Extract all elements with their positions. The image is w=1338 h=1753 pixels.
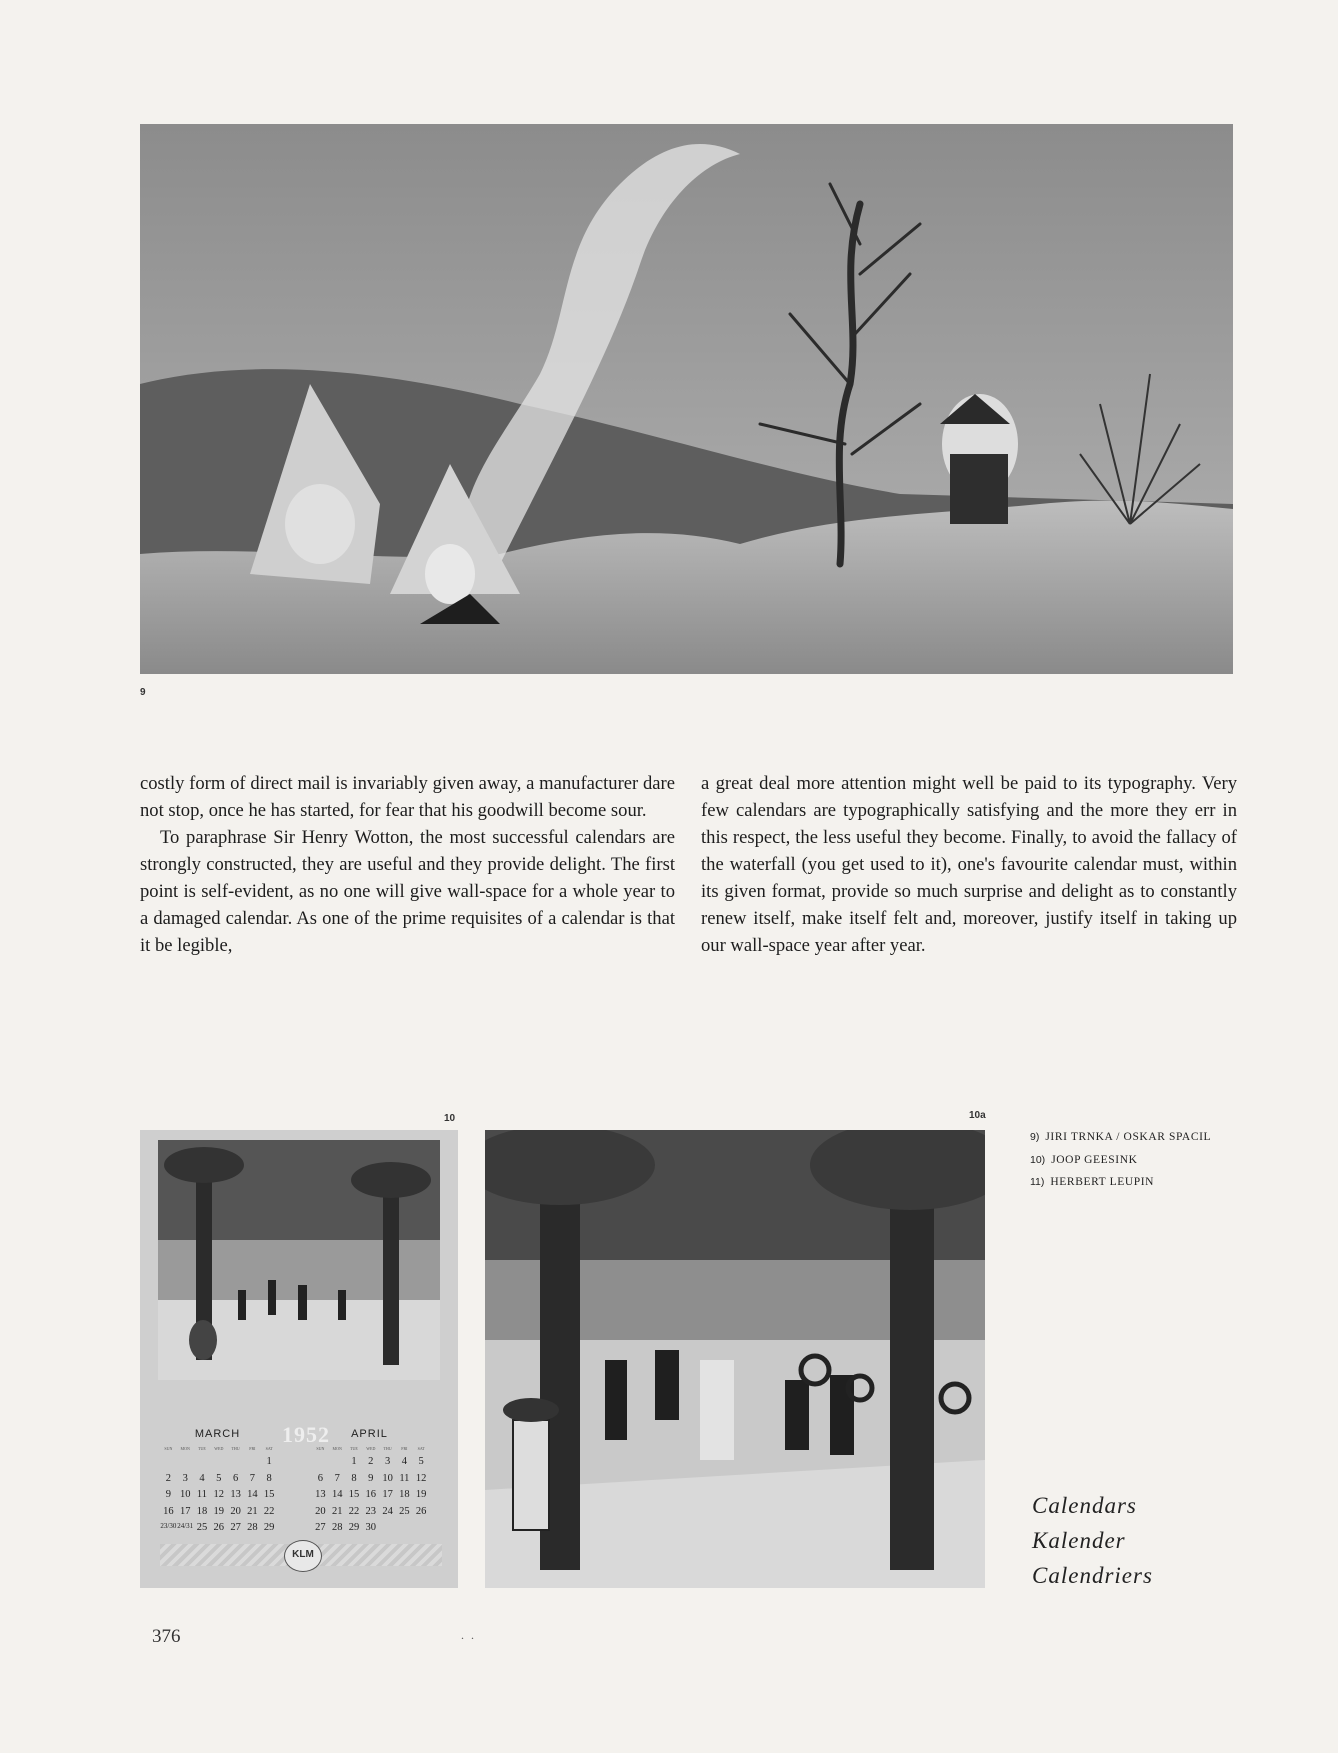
- calendar-day: 9: [165, 1489, 172, 1500]
- day-header: THU: [383, 1446, 392, 1451]
- day-header: SAT: [265, 1446, 273, 1451]
- calendar-day: 24/31: [177, 1522, 194, 1530]
- calendar-day: 4: [199, 1472, 205, 1484]
- calendar-day: 27: [315, 1522, 326, 1533]
- calendar-day: 10: [179, 1489, 191, 1500]
- calendar-day: 21: [247, 1505, 258, 1517]
- calendar-day: 15: [348, 1489, 360, 1500]
- calendar-day: 1: [351, 1456, 357, 1467]
- calendar-day: 24: [382, 1505, 393, 1517]
- calendar-week-row: [160, 1473, 278, 1490]
- credit-number: 10): [1030, 1153, 1046, 1166]
- calendar-day: [160, 1456, 177, 1473]
- calendar-day: 4: [401, 1456, 407, 1467]
- calendar-day: 20: [315, 1505, 326, 1517]
- calendar-beach-illustration: [158, 1140, 440, 1420]
- calendar-day: 8: [266, 1472, 272, 1484]
- calendar-day: 16: [163, 1505, 174, 1517]
- page-number: 376: [152, 1626, 181, 1647]
- calendar-day: [210, 1456, 227, 1473]
- calendar-day: 11: [196, 1489, 208, 1500]
- calendar-week-row: [312, 1506, 430, 1523]
- calendar-day: 6: [317, 1472, 324, 1484]
- day-header: TUE: [198, 1446, 206, 1451]
- section-title-english: Calendars: [1032, 1493, 1137, 1518]
- paragraph: costly form of direct mail is invariably given away, a manufacturer dare not stop, once he has started, for fear that his goodwill become sour.: [140, 773, 675, 821]
- calendar-day: 3: [182, 1472, 188, 1484]
- body-column-left: [140, 770, 675, 959]
- calendar-day: 2: [368, 1456, 374, 1467]
- calendar-day: 8: [351, 1472, 357, 1484]
- credits-list: [1030, 1126, 1211, 1194]
- day-header: THU: [231, 1446, 240, 1451]
- calendar-day: 21: [331, 1505, 343, 1517]
- calendar-day: 9: [368, 1472, 374, 1484]
- calendar-day: [379, 1522, 396, 1539]
- paragraph: a great deal more attention might well be paid to its typography. Very few calendars are typographically satisfying and the more they err in this respect, the less useful they become. Finally, to avoid the fallacy of the waterfall (you get used to it), one's favourite calendar must, within its given format, provide so much surprise and delight as to constantly renew itself, make itself felt and, moreover, justify itself in taking up our wall-space year after year.: [701, 773, 1237, 956]
- march-date-grid: [160, 1456, 278, 1539]
- calendar-day: 17: [382, 1489, 393, 1500]
- calendar-week-row: [312, 1489, 430, 1506]
- calendar-day: 5: [418, 1456, 424, 1467]
- april-day-headers: [312, 1446, 430, 1451]
- figure-9-photo: [140, 124, 1233, 674]
- credit-number: 11): [1030, 1176, 1045, 1188]
- calendar-day: [227, 1456, 244, 1473]
- calendar-week-row: [312, 1522, 430, 1539]
- day-header: WED: [366, 1446, 376, 1451]
- figure-10-label: 10: [444, 1113, 456, 1124]
- calendar-day: [312, 1456, 329, 1473]
- calendar-day: 7: [249, 1472, 255, 1484]
- calendar-day: 7: [334, 1472, 340, 1484]
- klm-logo: KLM: [284, 1540, 322, 1572]
- calendar-day: 3: [384, 1456, 391, 1467]
- credit-item: [1030, 1126, 1211, 1149]
- calendar-day: 18: [196, 1505, 208, 1517]
- calendar-day: 28: [247, 1522, 258, 1533]
- calendar-day: [413, 1522, 430, 1539]
- calendar-day: 22: [348, 1505, 360, 1517]
- calendar-day: 11: [399, 1472, 410, 1484]
- march-day-headers: [160, 1446, 278, 1451]
- calendar-day: 15: [263, 1489, 275, 1500]
- calendar-year: 1952: [282, 1422, 330, 1447]
- figure-10a-photo: [485, 1130, 985, 1588]
- calendar-day: 16: [365, 1489, 377, 1500]
- credit-name: JIRI TRNKA / OSKAR SPACIL: [1045, 1131, 1212, 1143]
- day-header: MON: [332, 1446, 342, 1451]
- credit-item: [1030, 1171, 1211, 1194]
- calendar-day: 13: [315, 1489, 326, 1500]
- day-header: SAT: [417, 1446, 425, 1451]
- calendar-week-row: [160, 1506, 278, 1523]
- figure-10a-label: 10a: [969, 1110, 986, 1121]
- calendar-day: 12: [213, 1489, 225, 1500]
- calendar-day: 25: [196, 1522, 208, 1533]
- day-header: FRI: [249, 1446, 256, 1451]
- calendar-day: 17: [179, 1505, 191, 1517]
- section-title-german: Kalender: [1032, 1528, 1126, 1553]
- credit-name: HERBERT LEUPIN: [1050, 1176, 1155, 1188]
- calendar-day: 2: [165, 1472, 172, 1484]
- figure-9-label: 9: [140, 687, 146, 698]
- calendar-day: 25: [399, 1505, 410, 1517]
- calendar-day: 22: [263, 1505, 275, 1517]
- calendar-day: 12: [415, 1472, 427, 1484]
- calendar-week-row: [160, 1489, 278, 1506]
- calendar-day: 27: [230, 1522, 241, 1533]
- calendar-day: 23: [365, 1505, 377, 1517]
- credit-name: JOOP GEESINK: [1051, 1153, 1138, 1166]
- credit-number: 9): [1030, 1131, 1040, 1143]
- calendar-day: 19: [213, 1505, 225, 1517]
- section-title-french: Calendriers: [1032, 1563, 1153, 1588]
- calendar-day: 5: [216, 1472, 222, 1484]
- calendar-week-row: [312, 1456, 430, 1473]
- calendar-day: 13: [230, 1489, 241, 1500]
- day-header: WED: [214, 1446, 224, 1451]
- calendar-day: 14: [331, 1489, 343, 1500]
- calendar-day: 6: [232, 1472, 239, 1484]
- day-header: FRI: [401, 1446, 408, 1451]
- month-name-april: APRIL: [351, 1428, 388, 1440]
- calendar-day: [177, 1456, 194, 1473]
- calendar-page-image: [140, 1130, 458, 1588]
- calendar-day: 26: [213, 1522, 225, 1533]
- section-titles: [1032, 1488, 1153, 1593]
- calendar-day: 18: [399, 1489, 410, 1500]
- calendar-day: 1: [266, 1456, 272, 1467]
- calendar-day: 14: [247, 1489, 258, 1500]
- day-header: MON: [180, 1446, 190, 1451]
- calendar-day: [329, 1456, 346, 1473]
- footer-mark: . .: [461, 1628, 476, 1642]
- calendar-day: [194, 1456, 211, 1473]
- calendar-week-row: [160, 1456, 278, 1473]
- calendar-day: [396, 1522, 413, 1539]
- day-header: SUN: [164, 1446, 173, 1451]
- calendar-day: 19: [415, 1489, 427, 1500]
- calendar-day: 20: [230, 1505, 241, 1517]
- paragraph: To paraphrase Sir Henry Wotton, the most successful calendars are strongly constructed, they are useful and they provide delight. The first point is self-evident, as no one will give wall-space for a whole year to a damaged calendar. As one of the prime requisites of a calendar is that it be legible,: [140, 827, 675, 956]
- calendar-day: 26: [415, 1505, 427, 1517]
- calendar-day: 30: [365, 1522, 377, 1533]
- month-name-march: MARCH: [194, 1428, 241, 1440]
- calendar-week-row: [312, 1473, 430, 1490]
- calendar-week-row: [160, 1522, 278, 1539]
- calendar-day: [244, 1456, 261, 1473]
- april-date-grid: [312, 1456, 430, 1539]
- body-column-right: [701, 770, 1237, 959]
- calendar-day: 28: [331, 1522, 343, 1533]
- calendar-day: 23/30: [160, 1522, 177, 1530]
- calendar-day: 10: [382, 1472, 393, 1484]
- calendar-day: 29: [263, 1522, 275, 1533]
- calendar-day: 29: [348, 1522, 360, 1533]
- day-header: SUN: [316, 1446, 325, 1451]
- day-header: TUE: [350, 1446, 358, 1451]
- credit-item: [1030, 1149, 1211, 1172]
